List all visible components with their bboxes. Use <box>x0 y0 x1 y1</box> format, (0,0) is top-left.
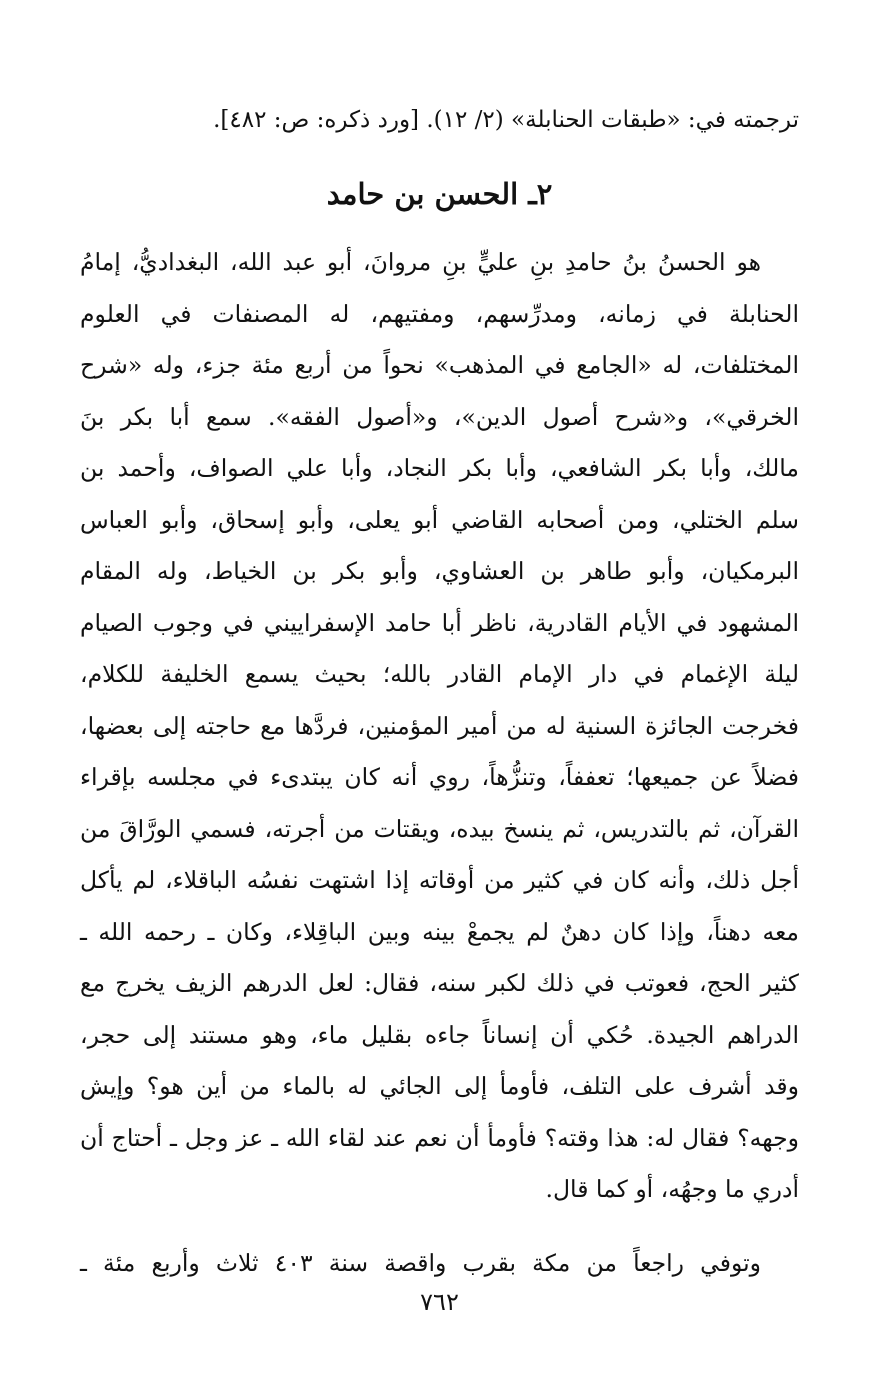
text-line: الحنابلة في زمانه، ومدرِّسهم، ومفتيهم، له المصنفات في العلوم <box>80 299 799 328</box>
text-line: فضلاً عن جميعها؛ تعففاً، وتنزُّهاً، روي أنه كان يبتدىء في مجلسه بإقراء <box>80 763 799 791</box>
text-line: فخرجت الجائزة السنية له من أمير المؤمنين، فردَّها مع حاجته إلى بعضها، <box>80 711 799 740</box>
text-line: المختلفات، له «الجامع في المذهب» نحواً من أربع مئة جزء، وله «شرح <box>80 351 799 379</box>
text-line: الخرقي»، و«شرح أصول الدين»، و«أصول الفقه». سمع أبا بكر بنَ <box>80 402 799 431</box>
text-line: سلم الختلي، ومن أصحابه القاضي أبو يعلى، وأبو إسحاق، وأبو العباس <box>80 505 799 534</box>
text-line: وتوفي راجعاً من مكة بقرب واقصة سنة ٤٠٣ ثلاث وأربع مئة ـ <box>80 1248 761 1277</box>
entry-body <box>80 237 799 1289</box>
text-line: معه دهناً، وإذا كان دهنٌ لم يجمعْ بينه وبين الباقِلاء، وكان ـ رحمه الله ـ <box>80 917 799 946</box>
text-line: مالك، وأبا بكر الشافعي، وأبا بكر النجاد، وأبا علي الصواف، وأحمد بن <box>80 454 799 482</box>
text-line: هو الحسنُ بنُ حامدِ بنِ عليٍّ بنِ مروانَ، أبو عبد الله، البغداديُّ، إمامُ <box>80 248 761 276</box>
page-number: ٧٦٢ <box>420 1288 459 1316</box>
text-line: البرمكيان، وأبو طاهر بن العشاوي، وأبو بكر بن الخياط، وله المقام <box>80 557 799 585</box>
text-line: ليلة الإغمام في دار الإمام القادر بالله؛ بحيث يسمع الخليفة للكلام، <box>80 660 799 688</box>
entry-title: ٢ـ الحسن بن حامد <box>326 177 553 211</box>
paragraph-gap <box>80 1216 799 1238</box>
text-line: كثير الحج، فعوتب في ذلك لكبر سنه، فقال: لعل الدرهم الزيف يخرج مع <box>80 969 799 997</box>
citation-line: ترجمته في: «طبقات الحنابلة» (٢/ ١٢). [ورد ذكره: ص: ٤٨٢]. <box>213 107 799 133</box>
text-line: أجل ذلك، وأنه كان في كثير من أوقاته إذا اشتهت نفسُه الباقلاء، لم يأكل <box>80 866 799 894</box>
text-line: أدري ما وجهُه، أو كما قال. <box>545 1175 799 1203</box>
text-line: الدراهم الجيدة. حُكي أن إنساناً جاءه بقليل ماء، وهو مستند إلى حجر، <box>80 1020 799 1049</box>
text-line: وجهه؟ فقال له: هذا وقته؟ فأومأ أن نعم عند لقاء الله ـ عز وجل ـ أحتاج أن <box>80 1123 799 1152</box>
text-line: القرآن، ثم بالتدريس، ثم ينسخ بيده، ويقتات من أجرته، فسمي الورَّاقَ من <box>80 814 799 843</box>
text-line: المشهود في الأيام القادرية، ناظر أبا حامد الإسفراييني في وجوب الصيام <box>80 608 799 637</box>
text-line: وقد أشرف على التلف، فأومأ إلى الجائي له بالماء من أين هو؟ وإيش <box>80 1072 799 1100</box>
